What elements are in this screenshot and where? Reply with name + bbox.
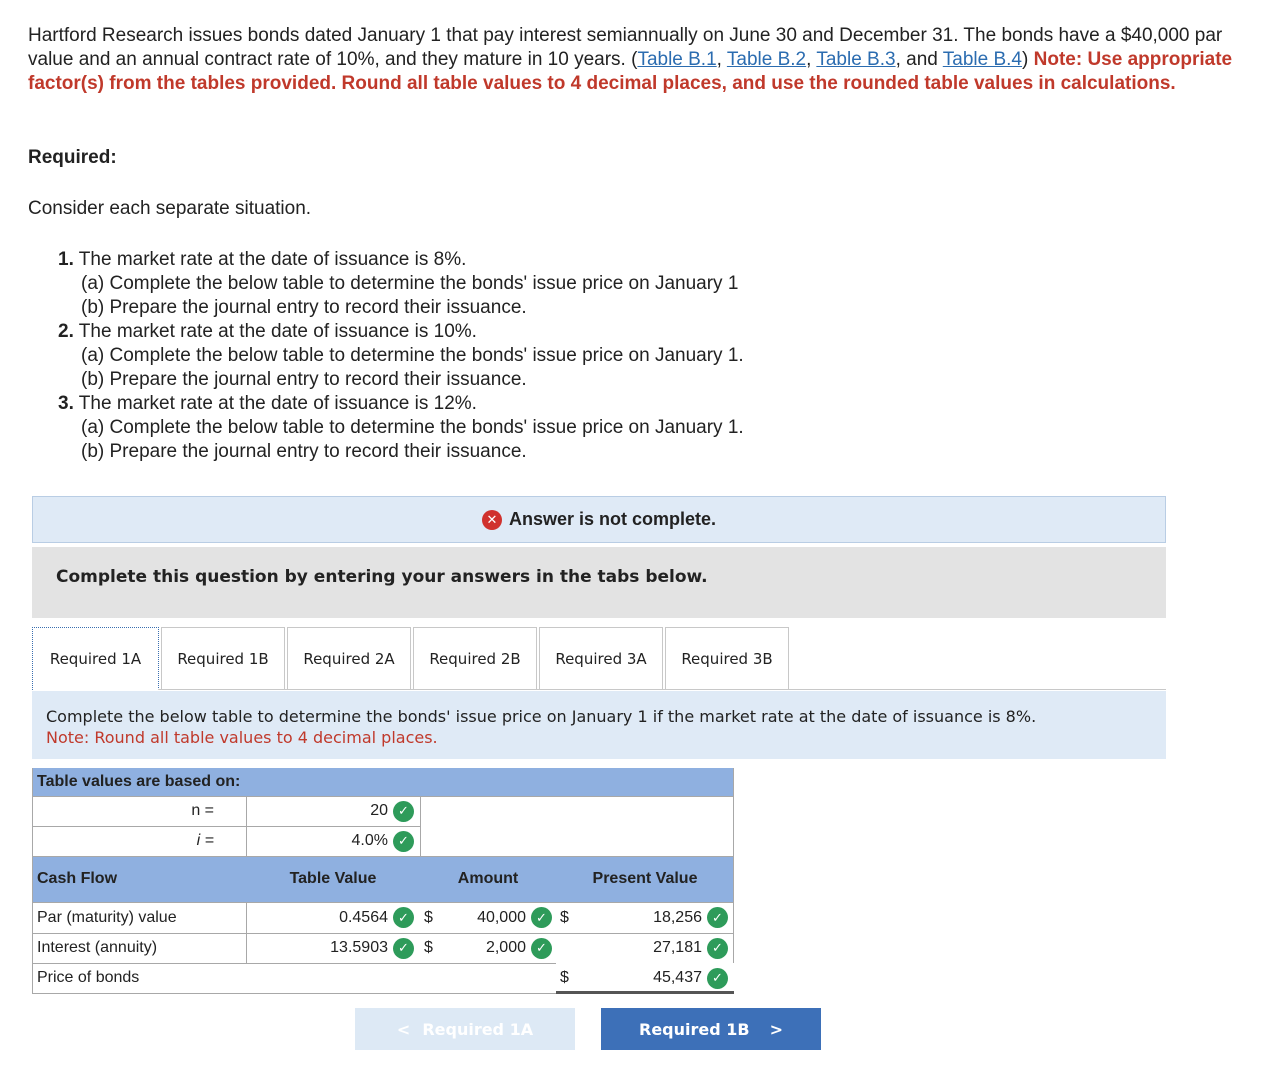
header-cash-flow: Cash Flow	[37, 870, 118, 887]
situation-list	[58, 248, 744, 464]
check-icon: ✓	[707, 907, 728, 928]
check-icon: ✓	[707, 968, 728, 989]
grid-line	[32, 768, 33, 994]
par-amount: 40,000	[477, 908, 526, 926]
item-part-a: (a) Complete the below table to determine the bonds' issue price on January 1.	[81, 417, 744, 438]
tab-required-1b[interactable]: Required 1B	[161, 627, 285, 690]
situation-item	[58, 320, 744, 344]
required-title: Required:	[28, 147, 117, 168]
separator: ,	[716, 49, 727, 70]
dollar-sign: $	[424, 908, 433, 926]
next-button-label: Required 1B	[639, 1019, 750, 1039]
prev-tab-button[interactable]	[355, 1008, 575, 1050]
tab-required-2b[interactable]: Required 2B	[413, 627, 537, 690]
table-b2-link[interactable]: Table B.2	[726, 49, 807, 70]
check-icon: ✓	[393, 801, 414, 822]
dollar-sign: $	[424, 939, 433, 956]
separator: , and	[895, 49, 943, 70]
interest-amount-input[interactable]	[444, 933, 552, 963]
par-present-value: 18,256	[653, 908, 702, 926]
row-label-par: Par (maturity) value	[37, 908, 177, 926]
item-text: The market rate at the date of issuance is 12%.	[78, 393, 477, 414]
grid-line	[32, 826, 420, 827]
row-label-interest: Interest (annuity)	[37, 939, 158, 956]
check-icon: ✓	[707, 938, 728, 959]
n-input[interactable]	[246, 796, 420, 826]
instruction-text: Complete this question by entering your answers in the tabs below.	[56, 567, 708, 587]
par-amount-input[interactable]	[444, 902, 552, 933]
grid-line	[733, 768, 734, 963]
n-label: n =	[191, 802, 214, 819]
chevron-right-icon: >	[769, 1019, 783, 1039]
i-input[interactable]	[246, 826, 420, 856]
chevron-left-icon: <	[396, 1019, 411, 1039]
table-b1-link[interactable]: Table B.1	[637, 49, 717, 70]
check-icon: ✓	[393, 938, 414, 959]
situation-item	[58, 392, 744, 416]
grid-line	[32, 933, 734, 934]
problem-note: Note: Use appropriate factor(s) from the tables provided. Round all table values to 4 decimal places, and use the rounded table values in calculations.	[28, 49, 1233, 94]
problem-text: Hartford Research issues bonds dated January 1 that pay interest semiannually on June 30 and December 31. The bonds have a $40,000 par value and an annual contract rate of 10%, and they mature in 10 years. (	[28, 25, 1223, 70]
price-pv-input[interactable]	[580, 963, 728, 993]
header-amount: Amount	[457, 870, 519, 887]
instruction-box	[32, 547, 1166, 618]
interest-amount: 2,000	[485, 939, 526, 956]
item-part-b: (b) Prepare the journal entry to record their issuance.	[81, 441, 527, 462]
check-icon: ✓	[393, 907, 414, 928]
next-tab-button[interactable]	[601, 1008, 821, 1050]
price-of-bonds-value: 45,437	[653, 969, 702, 986]
tab-panel-text: Complete the below table to determine the bonds' issue price on January 1 if the market rate at the date of issuance is 8%.	[46, 707, 1037, 726]
interest-table-value-input[interactable]	[246, 933, 420, 963]
dollar-sign: $	[560, 969, 569, 986]
tab-panel-note: Note: Round all table values to 4 decimal places.	[46, 728, 438, 747]
check-icon: ✓	[393, 831, 414, 852]
interest-pv-input[interactable]	[580, 933, 728, 963]
n-value: 20	[370, 802, 388, 819]
tab-required-2a[interactable]: Required 2A	[287, 627, 411, 690]
consider-text: Consider each separate situation.	[28, 198, 312, 219]
item-part-b: (b) Prepare the journal entry to record their issuance.	[81, 369, 527, 390]
x-circle-icon: ✕	[482, 510, 502, 530]
check-icon: ✓	[531, 938, 552, 959]
table-b4-link[interactable]: Table B.4	[942, 49, 1023, 70]
grid-line	[32, 796, 734, 797]
prev-button-label: Required 1A	[422, 1019, 534, 1039]
i-label: i =	[196, 832, 214, 849]
grid-line	[420, 796, 421, 856]
grid-line	[32, 963, 556, 964]
dollar-sign: $	[560, 908, 569, 926]
item-part-a: (a) Complete the below table to determine the bonds' issue price on January 1	[81, 273, 739, 294]
grid-line	[246, 796, 247, 856]
item-text: The market rate at the date of issuance is 10%.	[78, 321, 477, 342]
par-table-value-input[interactable]	[246, 902, 420, 933]
header-table-value: Table Value	[289, 870, 377, 887]
separator: )	[1022, 49, 1029, 70]
situation-item	[58, 248, 744, 272]
tab-divider	[158, 689, 1166, 690]
tab-required-1a[interactable]: Required 1A	[32, 627, 159, 690]
item-part-a: (a) Complete the below table to determine the bonds' issue price on January 1.	[81, 345, 744, 366]
double-underline	[556, 991, 734, 994]
interest-table-value: 13.5903	[330, 939, 388, 956]
item-number: 3.	[58, 393, 74, 414]
table-b3-link[interactable]: Table B.3	[816, 49, 896, 70]
present-value-table	[32, 768, 734, 994]
answer-status-banner	[32, 496, 1166, 543]
answer-status-text: Answer is not complete.	[508, 509, 717, 529]
tab-panel-header	[32, 691, 1166, 759]
grid-line	[32, 993, 556, 994]
row-label-price: Price of bonds	[37, 969, 140, 986]
tab-required-3b[interactable]: Required 3B	[665, 627, 789, 690]
par-table-value: 0.4564	[339, 908, 388, 926]
i-value: 4.0%	[351, 832, 388, 849]
tab-required-3a[interactable]: Required 3A	[539, 627, 663, 690]
par-pv-input[interactable]	[580, 902, 728, 933]
item-part-b: (b) Prepare the journal entry to record their issuance.	[81, 297, 527, 318]
interest-present-value: 27,181	[653, 939, 702, 956]
problem-statement	[28, 24, 1258, 96]
grid-line	[32, 856, 734, 857]
check-icon: ✓	[531, 907, 552, 928]
grid-line	[32, 902, 734, 903]
item-text: The market rate at the date of issuance is 8%.	[78, 249, 467, 270]
header-present-value: Present Value	[592, 870, 698, 887]
item-number: 2.	[58, 321, 74, 342]
based-on-header: Table values are based on:	[32, 768, 734, 796]
separator: ,	[806, 49, 817, 70]
grid-line	[246, 902, 247, 963]
item-number: 1.	[58, 249, 74, 270]
tab-bar	[32, 627, 791, 690]
